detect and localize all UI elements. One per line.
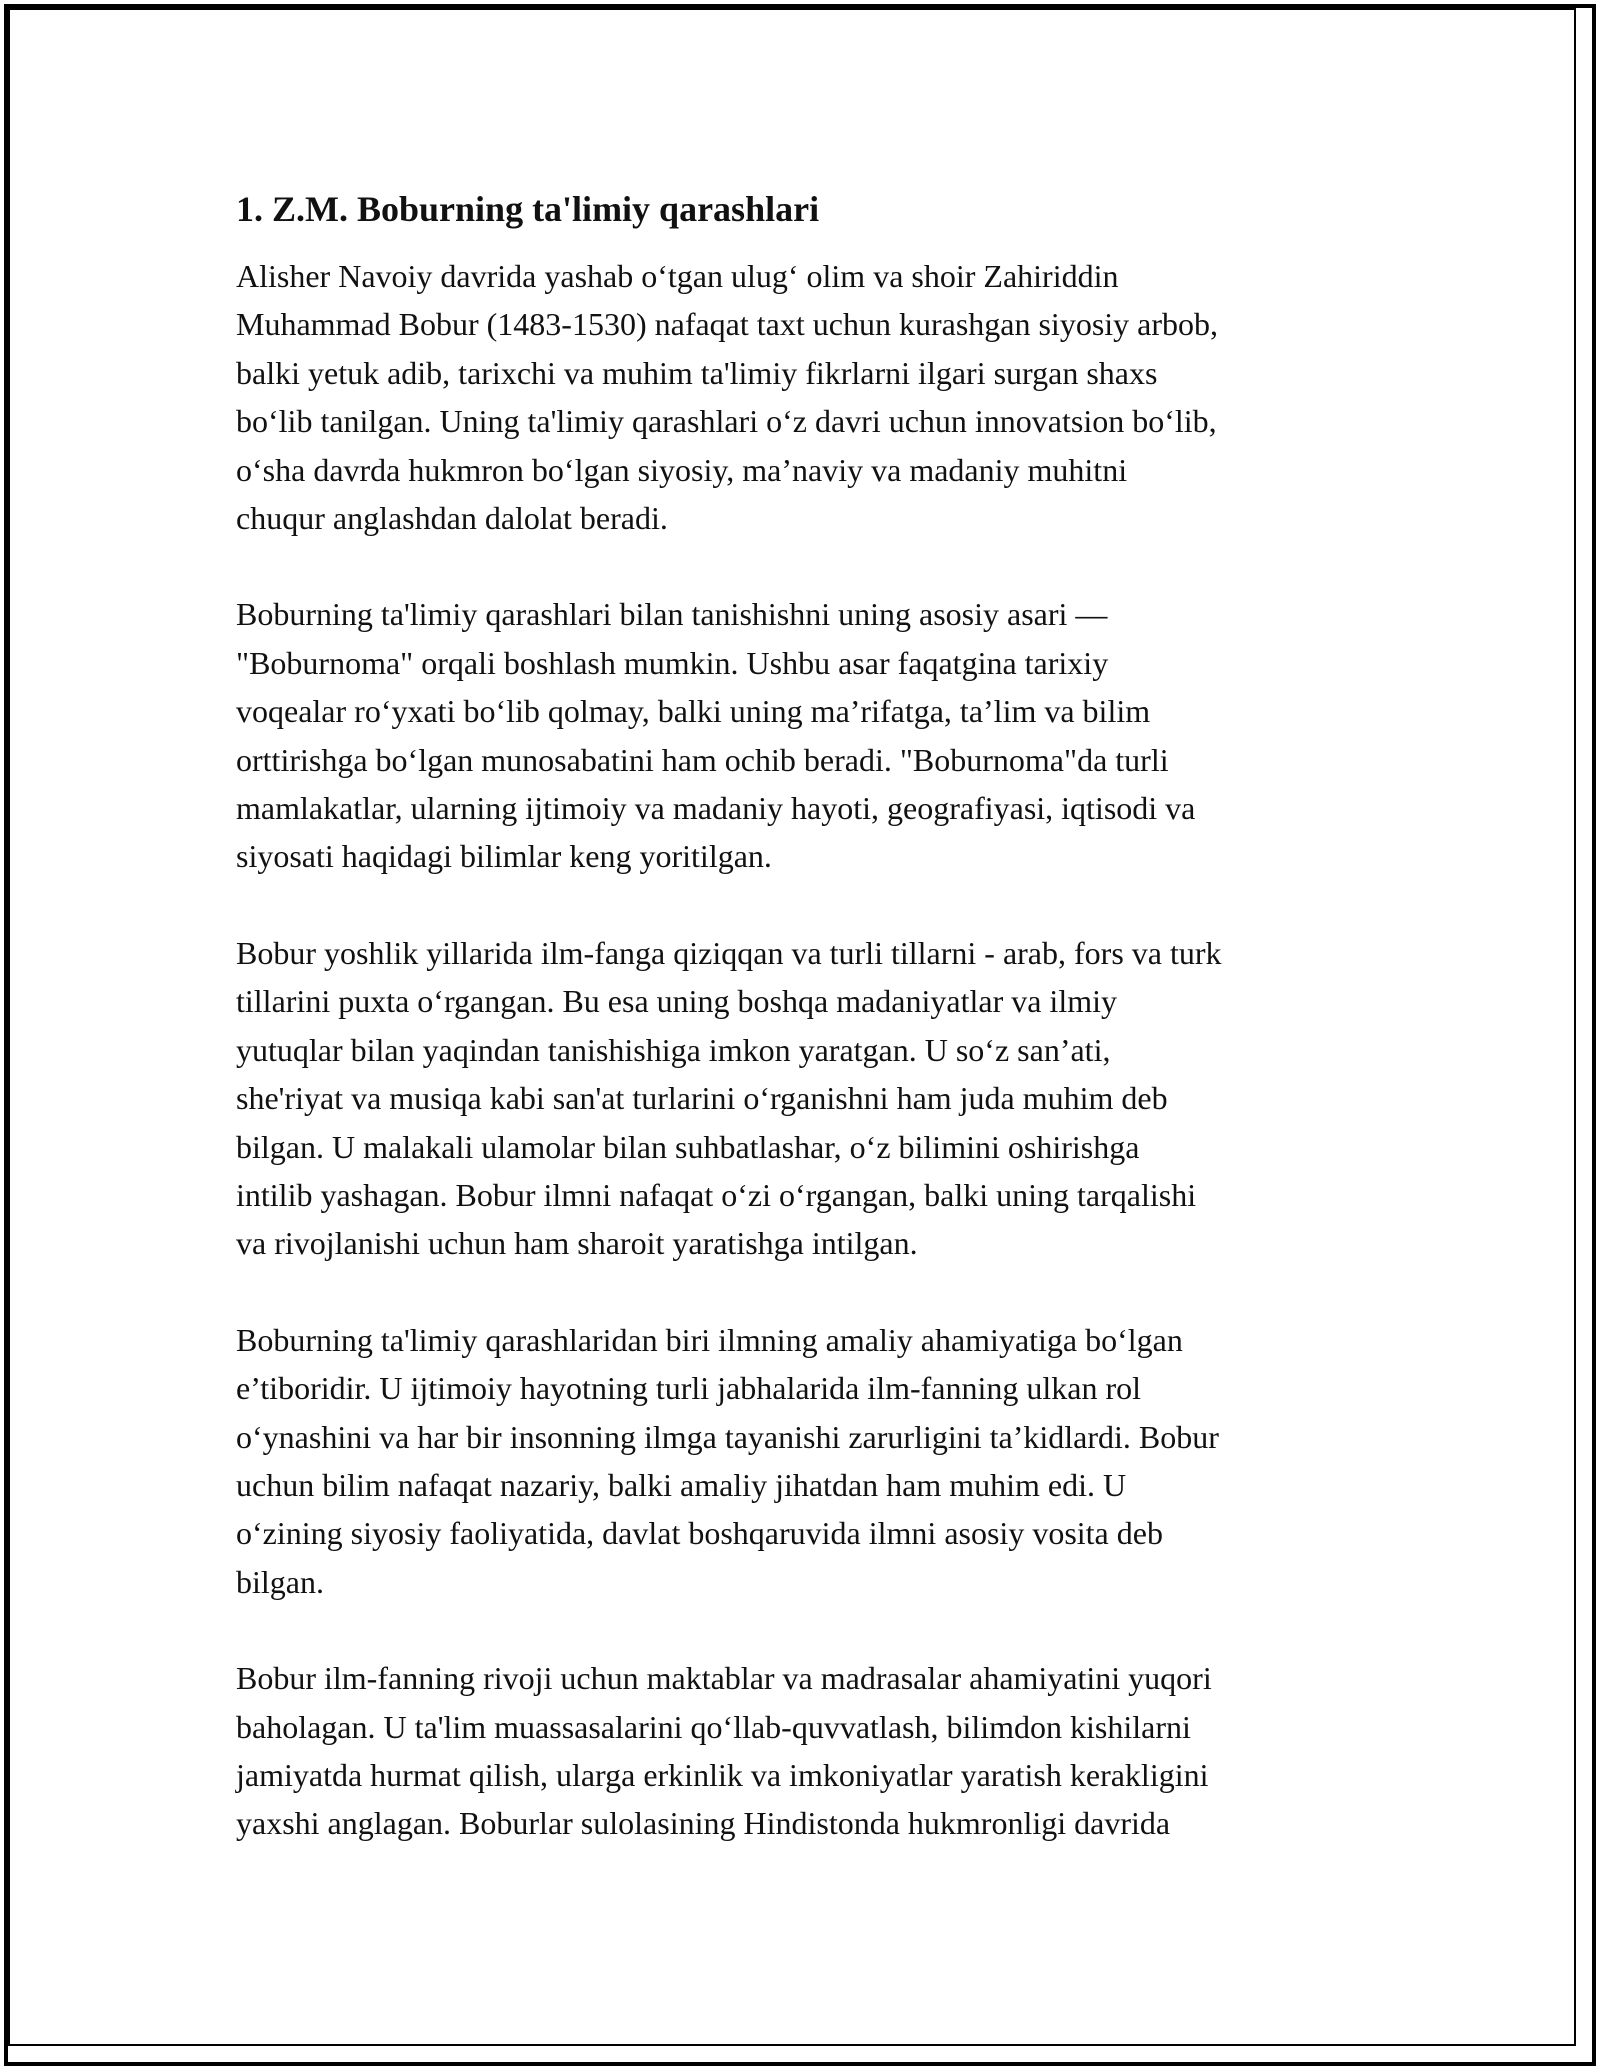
paragraph-1: Alisher Navoiy davrida yashab o‘tgan ulug‘ olim va shoir Zahiriddin Muhammad Bobur (1483-1530) nafaqat taxt uchun kurashgan siyosiy arbob, balki yetuk adib, tarixchi va muhim ta'limiy fikrlarni ilgari surgan shaxs bo‘lib tanilgan. Uning ta'limiy qarashlari o‘z davri uchun innovatsion bo‘lib, o‘sha davrda hukmron bo‘lgan siyosiy, ma’naviy va madaniy muhitni chuqur anglashdan dalolat beradi.: [236, 258, 1219, 537]
paragraph-4: Boburning ta'limiy qarashlaridan biri ilmning amaliy ahamiyatiga bo‘lgan e’tiboridir. U ijtimoiy hayotning turli jabhalarida ilm-fanning ulkan rol o‘ynashini va har bir insonning ilmga tayanishi zarurligini ta’kidlardi. Bobur uchun bilim nafaqat nazariy, balki amaliy jihatdan ham muhim edi. U o‘zining siyosiy faoliyatida, davlat boshqaruvida ilmni asosiy vosita deb bilgan.: [236, 1321, 1219, 1600]
paragraph-2: Boburning ta'limiy qarashlari bilan tanishishni uning asosiy asari — "Boburnoma" orqali boshlash mumkin. Ushbu asar faqatgina tarixiy voqealar ro‘yxati bo‘lib qolmay, balki uning ma’rifatga, ta’lim va bilim orttirishga bo‘lgan munosabatini ham ochib beradi. "Boburnoma"da turli mamlakatlar, ularning ijtimoiy va madaniy hayoti, geografiyasi, iqtisodi va siyosati haqidagi bilimlar keng yoritilgan.: [236, 596, 1196, 875]
document-body: [236, 186, 1376, 1896]
page-title: 1. Z.M. Boburning ta'limiy qarashlari: [236, 189, 820, 229]
paragraph-3: Bobur yoshlik yillarida ilm-fanga qiziqqan va turli tillarni - arab, fors va turk tillarini puxta o‘rgangan. Bu esa uning boshqa madaniyatlar va ilmiy yutuqlar bilan yaqindan tanishishiga imkon yaratgan. U so‘z san’ati, she'riyat va musiqa kabi san'at turlarini o‘rganishni ham juda muhim deb bilgan. U malakali ulamolar bilan suhbatlashar, o‘z bilimini oshirishga intilib yashagan. Bobur ilmni nafaqat o‘zi o‘rgangan, balki uning tarqalishi va rivojlanishi uchun ham sharoit yaratishga intilgan.: [236, 934, 1222, 1262]
paragraph-5: Bobur ilm-fanning rivoji uchun maktablar va madrasalar ahamiyatini yuqori baholagan. U ta'lim muassasalarini qo‘llab-quvvatlash, bilimdon kishilarni jamiyatda hurmat qilish, ularga erkinlik va imkoniyatlar yaratish kerakligini yaxshi anglagan. Boburlar sulolasining Hindistonda hukmronligi davrida: [236, 1660, 1212, 1842]
